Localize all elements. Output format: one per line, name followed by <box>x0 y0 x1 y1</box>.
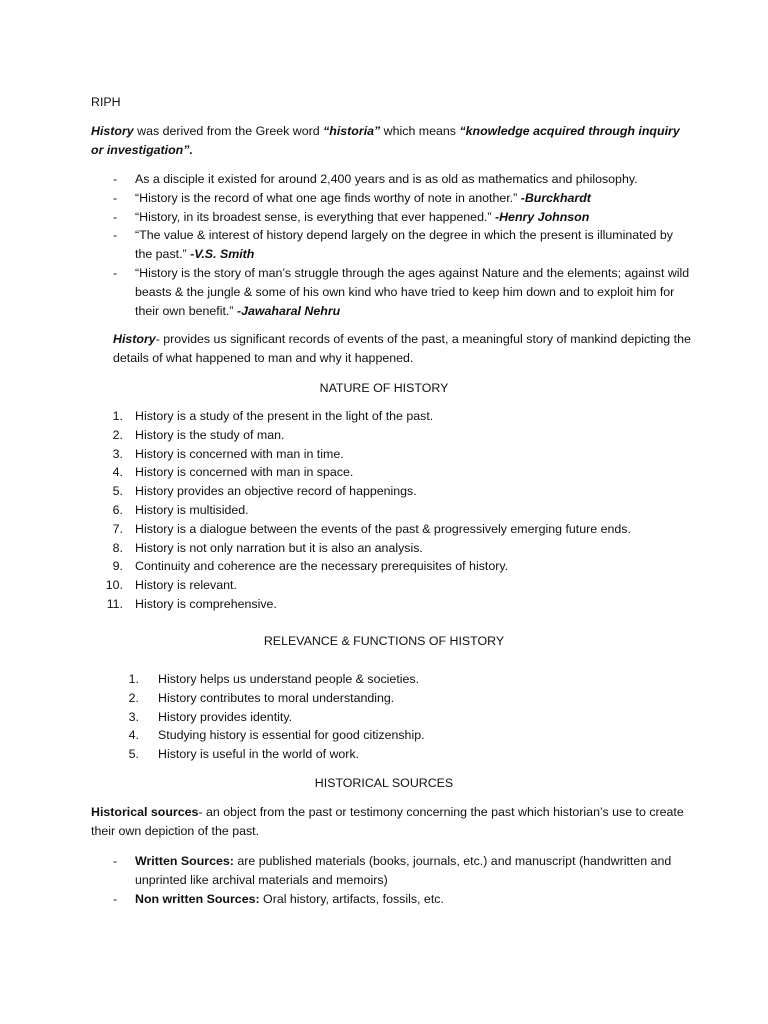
intro-greek-word: “historia” <box>323 124 381 138</box>
quote-text: “History is the record of what one age finds worthy of note in another.” <box>135 190 521 205</box>
nature-heading: NATURE OF HISTORY <box>319 381 449 395</box>
list-item <box>91 407 711 426</box>
source-term: Written Sources: <box>135 854 234 868</box>
item-number: 2. <box>112 427 123 442</box>
list-item <box>91 445 711 464</box>
sources-term: Historical sources <box>91 805 199 819</box>
item-text: Continuity and coherence are the necessary prerequisites of history. <box>135 559 509 574</box>
quote-author: -V.S. Smith <box>190 247 255 262</box>
sources-definition <box>91 803 691 841</box>
quote-text: “The value & interest of history depend largely on the degree in which the present is illuminated by the past.” <box>135 228 673 262</box>
list-item <box>91 576 711 595</box>
item-text: History provides an objective record of happenings. <box>135 484 417 499</box>
list-item <box>91 264 691 320</box>
list-item <box>91 852 691 890</box>
definition-paragraph <box>113 330 693 368</box>
item-text: History is multisided. <box>135 502 249 517</box>
item-number: 7. <box>112 521 123 536</box>
item-text: History is concerned with man in time. <box>135 446 344 461</box>
item-number: 1. <box>112 409 123 423</box>
item-text: History is the study of man. <box>135 427 285 442</box>
list-item <box>91 189 691 208</box>
list-item <box>91 595 711 614</box>
list-item <box>91 670 711 689</box>
item-text: History is not only narration but it is also an analysis. <box>135 540 423 555</box>
list-item <box>91 726 711 745</box>
relevance-heading: RELEVANCE & FUNCTIONS OF HISTORY <box>263 634 505 648</box>
item-number: 6. <box>112 502 123 517</box>
item-number: 2. <box>128 690 139 705</box>
intro-text-b: which means <box>380 124 460 138</box>
item-number: 3. <box>112 446 123 461</box>
definition-term: History <box>113 332 156 346</box>
list-item <box>91 708 711 727</box>
item-number: 9. <box>112 559 123 574</box>
list-item <box>91 520 711 539</box>
list-item <box>91 170 691 189</box>
item-text: History is a dialogue between the events of the past & progressively emerging future ends. <box>135 521 631 536</box>
item-text: History provides identity. <box>158 709 293 724</box>
item-number: 8. <box>112 540 123 555</box>
item-number: 5. <box>128 747 139 762</box>
list-item <box>91 426 711 445</box>
dash-marker: - <box>113 265 118 280</box>
quotes-list <box>91 170 691 320</box>
item-text: History is concerned with man in space. <box>135 465 354 480</box>
sources-definition-text: - an object from the past or testimony concerning the past which historian’s use to create their own depiction of the past. <box>91 805 684 838</box>
dash-marker: - <box>113 891 118 906</box>
sources-heading: HISTORICAL SOURCES <box>314 776 454 790</box>
source-text: Oral history, artifacts, fossils, etc. <box>259 891 444 906</box>
quote-text: As a disciple it existed for around 2,400 years and is as old as mathematics and philosophy. <box>135 172 638 186</box>
list-item <box>91 689 711 708</box>
intro-text-a: was derived from the Greek word <box>133 124 324 138</box>
item-text: History is useful in the world of work. <box>158 747 360 762</box>
item-number: 11. <box>106 596 123 611</box>
source-text: are published materials (books, journals, etc.) and manuscript (handwritten and unprinted like archival materials and memoirs) <box>135 854 672 887</box>
intro-term: History <box>91 124 134 138</box>
item-number: 5. <box>112 484 123 499</box>
relevance-list <box>91 670 711 764</box>
list-item <box>91 557 711 576</box>
document-header: RIPH <box>91 95 121 109</box>
nature-list <box>91 407 711 614</box>
quote-author: -Henry Johnson <box>494 209 590 224</box>
definition-text: - provides us significant records of events of the past, a meaningful story of mankind depicting the details of what happened to man and why it happened. <box>113 332 691 365</box>
item-number: 1. <box>128 672 139 686</box>
item-number: 4. <box>128 728 139 743</box>
quote-author: -Burckhardt <box>520 190 591 205</box>
item-number: 3. <box>128 709 139 724</box>
dash-marker: - <box>113 854 118 868</box>
item-text: Studying history is essential for good citizenship. <box>158 728 425 743</box>
item-text: History is relevant. <box>135 578 237 593</box>
quote-author: -Jawaharal Nehru <box>236 303 341 318</box>
dash-marker: - <box>113 172 118 186</box>
dash-marker: - <box>113 209 118 224</box>
list-item <box>91 226 691 264</box>
list-item <box>91 463 711 482</box>
quote-text: “History is the story of man’s struggle through the ages against Nature and the elements; against wild beasts & the jungle & some of his own kind who have tried to keep him down and to exploit him for their own benefit.” <box>135 265 690 318</box>
item-text: History is comprehensive. <box>135 596 277 611</box>
list-item <box>91 745 711 764</box>
sources-list <box>91 852 691 908</box>
list-item <box>91 208 691 227</box>
item-number: 10. <box>105 578 123 593</box>
list-item <box>91 501 711 520</box>
dash-marker: - <box>113 190 118 205</box>
item-text: History helps us understand people & societies. <box>158 672 420 686</box>
intro-meaning: “knowledge acquired through inquiry or investigation”. <box>91 124 680 157</box>
intro-paragraph <box>91 122 691 160</box>
item-text: History is a study of the present in the light of the past. <box>135 409 434 423</box>
item-number: 4. <box>112 465 123 480</box>
list-item <box>91 539 711 558</box>
list-item <box>91 482 711 501</box>
item-text: History contributes to moral understanding. <box>158 690 395 705</box>
dash-marker: - <box>113 228 118 243</box>
list-item <box>91 890 691 909</box>
source-term: Non written Sources: <box>135 891 260 906</box>
quote-text: “History, in its broadest sense, is everything that ever happened.” <box>135 209 495 224</box>
